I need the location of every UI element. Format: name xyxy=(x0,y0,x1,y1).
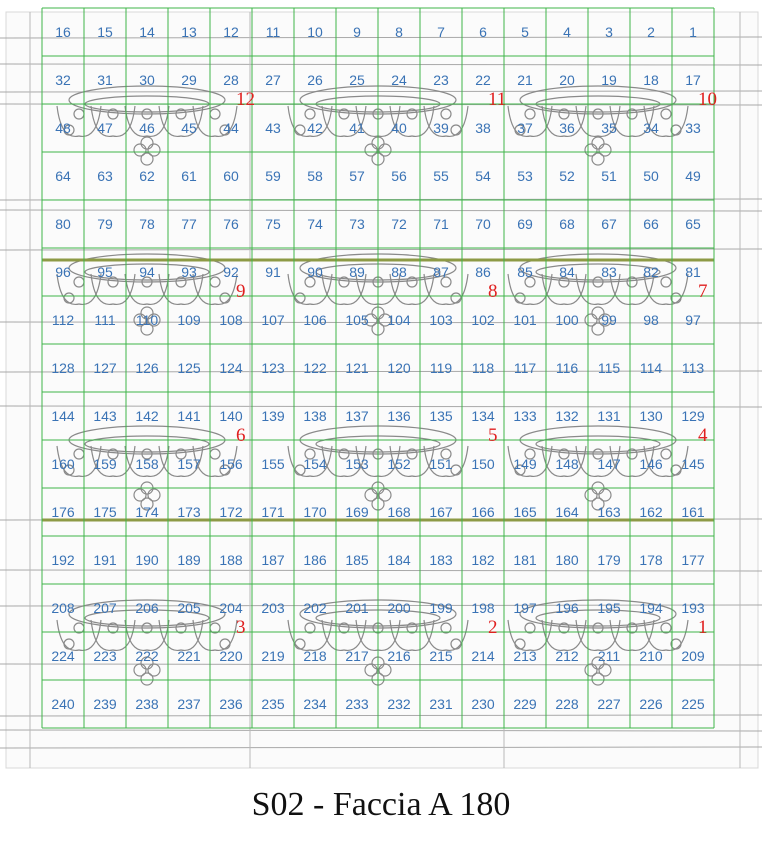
grid-cell-number: 1 xyxy=(689,24,697,40)
grid-cell-number: 48 xyxy=(55,120,71,136)
grid-cell-number: 71 xyxy=(433,216,449,232)
grid-cell-number: 138 xyxy=(303,408,327,424)
grid-cell-number: 83 xyxy=(601,264,617,280)
grid-cell-number: 139 xyxy=(261,408,285,424)
grid-cell-number: 184 xyxy=(387,552,411,568)
grid-cell-number: 124 xyxy=(219,360,243,376)
grid-cell-number: 198 xyxy=(471,600,495,616)
grid-cell-number: 155 xyxy=(261,456,285,472)
grid-cell-number: 140 xyxy=(219,408,243,424)
grid-cell-number: 3 xyxy=(605,24,613,40)
grid-cell-number: 95 xyxy=(97,264,113,280)
grid-cell-number: 119 xyxy=(429,360,453,376)
grid-cell-number: 20 xyxy=(559,72,575,88)
grid-cell-number: 79 xyxy=(97,216,113,232)
grid-cell-number: 21 xyxy=(517,72,533,88)
grid-cell-number: 177 xyxy=(681,552,705,568)
grid-cell-number: 18 xyxy=(643,72,659,88)
grid-cell-number: 226 xyxy=(639,696,663,712)
grid-cell-number: 195 xyxy=(597,600,621,616)
grid-cell-number: 111 xyxy=(94,312,116,328)
grid-cell-number: 176 xyxy=(51,504,75,520)
grid-cell-number: 26 xyxy=(307,72,323,88)
grid-cell-number: 62 xyxy=(139,168,155,184)
grid-cell-number: 22 xyxy=(475,72,491,88)
grid-cell-number: 69 xyxy=(517,216,533,232)
grid-cell-number: 10 xyxy=(307,24,323,40)
grid-cell-number: 8 xyxy=(395,24,403,40)
grid-cell-number: 16 xyxy=(55,24,71,40)
grid-cell-number: 32 xyxy=(55,72,71,88)
grid-cell-number: 129 xyxy=(681,408,705,424)
grid-cell-number: 145 xyxy=(681,456,705,472)
grid-cell-number: 202 xyxy=(303,600,327,616)
grid-cell-number: 170 xyxy=(303,504,327,520)
grid-cell-number: 213 xyxy=(513,648,537,664)
motif-label: 7 xyxy=(698,281,708,302)
grid-cell-number: 59 xyxy=(265,168,281,184)
grid-cell-number: 7 xyxy=(437,24,445,40)
grid-cell-number: 93 xyxy=(181,264,197,280)
grid-cell-number: 174 xyxy=(135,504,159,520)
grid-cell-number: 67 xyxy=(601,216,617,232)
grid-cell-number: 64 xyxy=(55,168,71,184)
grid-cell-number: 219 xyxy=(261,648,285,664)
grid-cell-number: 239 xyxy=(93,696,117,712)
grid-cell-number: 191 xyxy=(93,552,117,568)
grid-cell-number: 186 xyxy=(303,552,327,568)
grid-cell-number: 218 xyxy=(303,648,327,664)
page-caption: S02 - Faccia A 180 xyxy=(251,786,511,823)
grid-cell-number: 172 xyxy=(219,504,243,520)
grid-cell-number: 11 xyxy=(265,24,281,40)
grid-cell-number: 118 xyxy=(471,360,495,376)
grid-cell-number: 115 xyxy=(597,360,621,376)
grid-cell-number: 147 xyxy=(597,456,621,472)
grid-cell-number: 46 xyxy=(139,120,155,136)
grid-cell-number: 102 xyxy=(471,312,495,328)
grid-cell-number: 14 xyxy=(139,24,155,40)
grid-cell-number: 171 xyxy=(261,504,285,520)
grid-cell-number: 35 xyxy=(601,120,617,136)
grid-cell-number: 127 xyxy=(93,360,117,376)
grid-cell-number: 223 xyxy=(93,648,117,664)
grid-cell-number: 135 xyxy=(429,408,453,424)
grid-cell-number: 201 xyxy=(345,600,369,616)
grid-cell-number: 58 xyxy=(307,168,323,184)
grid-cell-number: 13 xyxy=(181,24,197,40)
grid-cell-number: 86 xyxy=(475,264,491,280)
grid-cell-number: 152 xyxy=(387,456,411,472)
grid-cell-number: 149 xyxy=(513,456,537,472)
grid-cell-number: 180 xyxy=(555,552,579,568)
grid-cell-number: 97 xyxy=(685,312,701,328)
grid-cell-number: 55 xyxy=(433,168,449,184)
grid-cell-number: 130 xyxy=(639,408,663,424)
numbered-grid xyxy=(42,8,714,776)
grid-cell-number: 194 xyxy=(639,600,663,616)
grid-cell-number: 234 xyxy=(303,696,327,712)
motif-label: 8 xyxy=(488,281,498,302)
grid-cell-number: 142 xyxy=(135,408,159,424)
grid-cell-number: 57 xyxy=(349,168,365,184)
grid-cell-number: 108 xyxy=(219,312,243,328)
grid-cell-number: 181 xyxy=(513,552,537,568)
grid-cell-number: 133 xyxy=(513,408,537,424)
grid-cell-number: 101 xyxy=(513,312,537,328)
grid-cell-number: 41 xyxy=(349,120,365,136)
grid-cell-number: 232 xyxy=(387,696,411,712)
grid-cell-number: 136 xyxy=(387,408,411,424)
grid-cell-number: 109 xyxy=(177,312,201,328)
grid-cell-number: 43 xyxy=(265,120,281,136)
grid-cell-number: 107 xyxy=(261,312,285,328)
grid-cell-number: 229 xyxy=(513,696,537,712)
grid-cell-number: 28 xyxy=(223,72,239,88)
grid-cell-number: 81 xyxy=(685,264,701,280)
grid-cell-number: 17 xyxy=(685,72,701,88)
grid-cell-number: 216 xyxy=(387,648,411,664)
grid-cell-number: 66 xyxy=(643,216,659,232)
grid-cell-number: 222 xyxy=(135,648,159,664)
grid-cell-number: 34 xyxy=(643,120,659,136)
grid-cell-number: 2 xyxy=(647,24,655,40)
grid-cell-number: 196 xyxy=(555,600,579,616)
grid-cell-number: 148 xyxy=(555,456,579,472)
grid-cell-number: 113 xyxy=(681,360,705,376)
grid-cell-number: 82 xyxy=(643,264,659,280)
grid-cell-number: 19 xyxy=(601,72,617,88)
grid-cell-number: 230 xyxy=(471,696,495,712)
grid-cell-number: 25 xyxy=(349,72,365,88)
grid-cell-number: 122 xyxy=(303,360,327,376)
grid-cell-number: 231 xyxy=(429,696,453,712)
grid-cell-number: 166 xyxy=(471,504,495,520)
grid-cell-number: 238 xyxy=(135,696,159,712)
grid-cell-number: 128 xyxy=(51,360,75,376)
grid-cell-number: 100 xyxy=(555,312,579,328)
grid-cell-number: 165 xyxy=(513,504,537,520)
grid-cell-number: 53 xyxy=(517,168,533,184)
grid-cell-number: 206 xyxy=(135,600,159,616)
grid-cell-number: 188 xyxy=(219,552,243,568)
grid-cell-number: 104 xyxy=(387,312,411,328)
grid-cell-number: 123 xyxy=(261,360,285,376)
grid-cell-number: 96 xyxy=(55,264,71,280)
grid-cell-number: 31 xyxy=(97,72,113,88)
grid-cell-number: 207 xyxy=(93,600,117,616)
grid-cell-number: 144 xyxy=(51,408,75,424)
grid-cell-number: 197 xyxy=(513,600,537,616)
grid-cell-number: 56 xyxy=(391,168,407,184)
grid-cell-number: 167 xyxy=(429,504,453,520)
grid-cell-number: 189 xyxy=(177,552,201,568)
grid-cell-number: 205 xyxy=(177,600,201,616)
grid-cell-number: 74 xyxy=(307,216,323,232)
grid-cell-number: 65 xyxy=(685,216,701,232)
grid-cell-number: 200 xyxy=(387,600,411,616)
grid-cell-number: 183 xyxy=(429,552,453,568)
grid-cell-number: 225 xyxy=(681,696,705,712)
grid-cell-number: 6 xyxy=(479,24,487,40)
grid-cell-number: 75 xyxy=(265,216,281,232)
grid-cell-number: 182 xyxy=(471,552,495,568)
grid-cell-number: 151 xyxy=(429,456,453,472)
grid-cell-number: 120 xyxy=(387,360,411,376)
grid-cell-number: 190 xyxy=(135,552,159,568)
grid-cell-number: 175 xyxy=(93,504,117,520)
grid-cell-number: 24 xyxy=(391,72,407,88)
grid-cell-number: 185 xyxy=(345,552,369,568)
grid-cell-number: 221 xyxy=(177,648,201,664)
grid-cell-number: 63 xyxy=(97,168,113,184)
grid-cell-number: 137 xyxy=(345,408,369,424)
grid-cell-number: 94 xyxy=(139,264,155,280)
grid-cell-number: 73 xyxy=(349,216,365,232)
grid-cell-number: 105 xyxy=(345,312,369,328)
grid-cell-number: 99 xyxy=(601,312,617,328)
grid-cell-number: 164 xyxy=(555,504,579,520)
grid-cell-number: 117 xyxy=(513,360,537,376)
grid-cell-number: 88 xyxy=(391,264,407,280)
grid-cell-number: 141 xyxy=(177,408,201,424)
grid-cell-number: 61 xyxy=(181,168,197,184)
motif-label: 9 xyxy=(236,281,246,302)
grid-cell-number: 60 xyxy=(223,168,239,184)
grid-cell-number: 87 xyxy=(433,264,449,280)
grid-cell-number: 37 xyxy=(517,120,533,136)
grid-cell-number: 116 xyxy=(555,360,579,376)
grid-cell-number: 169 xyxy=(345,504,369,520)
grid-cell-number: 240 xyxy=(51,696,75,712)
grid-cell-number: 233 xyxy=(345,696,369,712)
grid-cell-number: 77 xyxy=(181,216,197,232)
grid-cell-number: 173 xyxy=(177,504,201,520)
grid-cell-number: 210 xyxy=(639,648,663,664)
grid-cell-number: 134 xyxy=(471,408,495,424)
grid-cell-number: 215 xyxy=(429,648,453,664)
grid-cell-number: 211 xyxy=(597,648,621,664)
grid-cell-number: 153 xyxy=(345,456,369,472)
grid-cell-number: 68 xyxy=(559,216,575,232)
grid-cell-number: 154 xyxy=(303,456,327,472)
grid-cell-number: 30 xyxy=(139,72,155,88)
grid-cell-number: 110 xyxy=(135,312,159,328)
grid-cell-number: 192 xyxy=(51,552,75,568)
grid-cell-number: 132 xyxy=(555,408,579,424)
motif-label: 4 xyxy=(698,425,708,446)
grid-cell-number: 161 xyxy=(681,504,705,520)
grid-cell-number: 235 xyxy=(261,696,285,712)
motif-label: 11 xyxy=(488,89,507,110)
grid-cell-number: 39 xyxy=(433,120,449,136)
grid-cell-number: 76 xyxy=(223,216,239,232)
grid-cell-number: 5 xyxy=(521,24,529,40)
grid-cell-number: 89 xyxy=(349,264,365,280)
grid-cell-number: 51 xyxy=(601,168,617,184)
grid-cell-number: 237 xyxy=(177,696,201,712)
motif-label: 6 xyxy=(236,425,246,446)
grid-cell-number: 45 xyxy=(181,120,197,136)
grid-cell-number: 131 xyxy=(597,408,621,424)
grid-cell-number: 157 xyxy=(177,456,201,472)
grid-cell-number: 72 xyxy=(391,216,407,232)
grid-cell-number: 85 xyxy=(517,264,533,280)
grid-cell-number: 40 xyxy=(391,120,407,136)
grid-cell-number: 212 xyxy=(555,648,579,664)
grid-cell-number: 159 xyxy=(93,456,117,472)
grid-cell-number: 220 xyxy=(219,648,243,664)
grid-cell-number: 204 xyxy=(219,600,243,616)
motif-label: 3 xyxy=(236,617,246,638)
grid-cell-number: 103 xyxy=(429,312,453,328)
grid-cell-number: 214 xyxy=(471,648,495,664)
grid-cell-number: 84 xyxy=(559,264,575,280)
grid-cell-number: 98 xyxy=(643,312,659,328)
grid-cell-number: 168 xyxy=(387,504,411,520)
grid-cell-number: 187 xyxy=(261,552,285,568)
grid-cell-number: 70 xyxy=(475,216,491,232)
grid-cell-number: 160 xyxy=(51,456,75,472)
grid-cell-number: 44 xyxy=(223,120,239,136)
grid-cell-number: 125 xyxy=(177,360,201,376)
grid-cell-number: 179 xyxy=(597,552,621,568)
grid-cell-number: 47 xyxy=(97,120,113,136)
grid-cell-number: 78 xyxy=(139,216,155,232)
grid-cell-number: 162 xyxy=(639,504,663,520)
grid-cell-number: 80 xyxy=(55,216,71,232)
grid-cell-number: 50 xyxy=(643,168,659,184)
grid-cell-number: 12 xyxy=(223,24,239,40)
grid-cell-number: 143 xyxy=(93,408,117,424)
grid-cell-number: 209 xyxy=(681,648,705,664)
grid-cell-number: 193 xyxy=(681,600,705,616)
grid-cell-number: 150 xyxy=(471,456,495,472)
grid-cell-number: 92 xyxy=(223,264,239,280)
motif-label: 10 xyxy=(698,89,717,110)
grid-cell-number: 121 xyxy=(345,360,369,376)
motif-label: 1 xyxy=(698,617,708,638)
grid-cell-number: 4 xyxy=(563,24,571,40)
grid-cell-number: 36 xyxy=(559,120,575,136)
grid-cell-number: 33 xyxy=(685,120,701,136)
grid-cell-number: 52 xyxy=(559,168,575,184)
grid-cell-number: 15 xyxy=(97,24,113,40)
grid-cell-number: 178 xyxy=(639,552,663,568)
grid-cell-number: 203 xyxy=(261,600,285,616)
motif-label: 5 xyxy=(488,425,498,446)
grid-cell-number: 208 xyxy=(51,600,75,616)
grid-cell-number: 114 xyxy=(639,360,663,376)
grid-cell-number: 91 xyxy=(265,264,281,280)
grid-cell-number: 42 xyxy=(307,120,323,136)
grid-cell-number: 224 xyxy=(51,648,75,664)
grid-cell-number: 38 xyxy=(475,120,491,136)
grid-cell-number: 199 xyxy=(429,600,453,616)
grid-cell-number: 9 xyxy=(353,24,361,40)
motif-label: 12 xyxy=(236,89,255,110)
grid-cell-number: 90 xyxy=(307,264,323,280)
grid-cell-number: 126 xyxy=(135,360,159,376)
grid-cell-number: 49 xyxy=(685,168,701,184)
grid-cell-number: 29 xyxy=(181,72,197,88)
grid-cell-number: 163 xyxy=(597,504,621,520)
grid-cell-number: 236 xyxy=(219,696,243,712)
grid-cell-number: 54 xyxy=(475,168,491,184)
grid-cell-number: 146 xyxy=(639,456,663,472)
grid-cell-number: 228 xyxy=(555,696,579,712)
grid-cell-number: 156 xyxy=(219,456,243,472)
grid-cell-number: 23 xyxy=(433,72,449,88)
grid-cell-number: 106 xyxy=(303,312,327,328)
grid-cell-number: 217 xyxy=(345,648,369,664)
grid-cell-number: 158 xyxy=(135,456,159,472)
grid-cell-number: 227 xyxy=(597,696,621,712)
grid-cell-number: 112 xyxy=(51,312,75,328)
grid-cell-number: 27 xyxy=(265,72,281,88)
motif-label: 2 xyxy=(488,617,498,638)
